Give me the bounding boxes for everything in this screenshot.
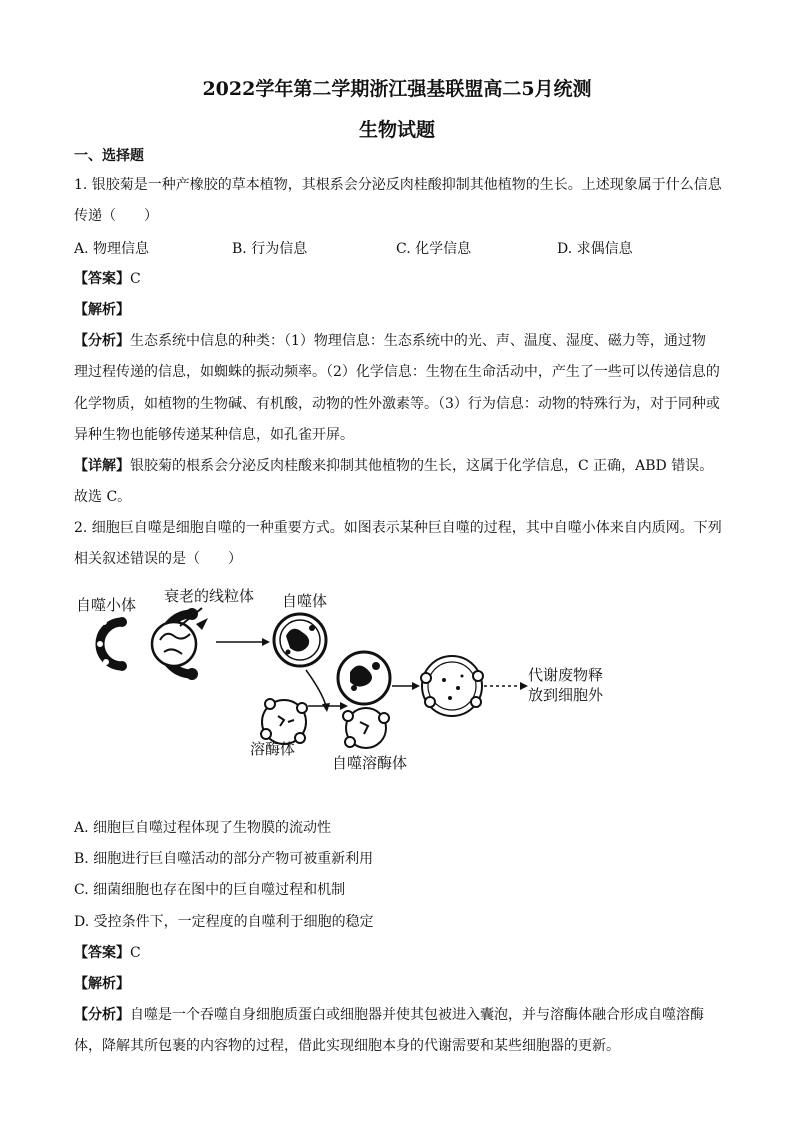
q1-option-b: B. 行为信息 [232,241,308,257]
arrow-1-head [262,638,270,646]
engulfing-shape [152,608,208,680]
label-release-line2: 放到细胞外 [528,686,604,704]
label-autolysosome: 自噬溶酶体 [332,754,408,772]
q1-fenxi-line2: 理过程传递的信息，如蜘蛛的振动频率。（2）化学信息：生物在生命活动中，产生了一些可以传递信息的 [74,364,720,380]
q2-fenxi-text1: 自噬是一个吞噬自身细胞质蛋白或细胞器并使其包被进入囊泡，并与溶酶体融合形成自噬溶酶 [130,1007,704,1023]
arrow-3-head [340,702,348,710]
q1-fenxi-text1: 生态系统中信息的种类：（1）物理信息：生态系统中的光、声、温度、湿度、磁力等，通过物 [130,333,706,349]
q2-option-c: C. 细菌细胞也存在图中的巨自噬过程和机制 [74,882,346,898]
fusing-autophagosome-shape [338,652,390,704]
section-heading: 一、选择题 [74,148,144,164]
q2-answer-tag: 【答案】 [74,945,130,961]
q1-answer [74,269,734,289]
q1-analysis-tag: 【解析】 [74,302,130,318]
q2-option-b: B. 细胞进行巨自噬活动的部分产物可被重新利用 [74,851,374,867]
autophagosome-shape [274,614,326,666]
arrow-5-head [520,682,528,690]
q1-option-a: A. 物理信息 [74,241,150,257]
label-mitochondria: 衰老的线粒体 [164,587,255,605]
q1-fenxi-line1 [74,331,734,351]
arrow-2-head [322,703,330,712]
q2-stem-line2: 相关叙述错误的是（ ） [74,551,242,567]
q2-fenxi-line1 [74,1005,734,1025]
arrow-2 [306,670,326,706]
autophagy-figure [74,582,634,774]
q1-option-d: D. 求偶信息 [557,241,633,257]
q1-fenxi-line3: 化学物质，如植物的生物碱、有机酸，动物的性外激素等。（3）行为信息：动物的特殊行为，对于同种或 [74,396,720,412]
q1-stem-line2: 传递（ ） [74,208,158,224]
q1-stem-line1: 1. 银胶菊是一种产橡胶的草本植物，其根系会分泌反肉桂酸抑制其他植物的生长。上述现象属于什么信息 [74,177,722,193]
q2-stem-line1: 2. 细胞巨自噬是细胞自噬的一种重要方式。如图表示某种巨自噬的过程，其中自噬小体来自内质网。下列 [74,520,722,536]
q1-xiangjie-line1 [74,456,734,476]
isolation-membrane-shape [97,617,127,671]
q2-answer [74,943,734,963]
q2-answer-value: C [130,945,141,961]
label-release-line1: 代谢废物释 [528,666,604,684]
q2-fenxi-tag: 【分析】 [74,1007,130,1023]
label-lysosome: 溶酶体 [250,740,296,758]
q1-xiangjie-line2: 故选 C。 [74,489,132,505]
q2-analysis-tag: 【解析】 [74,976,130,992]
page-title: 2022学年第二学期浙江强基联盟高二5月统测 [202,78,592,100]
q2-option-d: D. 受控条件下，一定程度的自噬利于细胞的稳定 [74,914,374,930]
q1-xiangjie-tag: 【详解】 [74,458,130,474]
label-autophagosome-small: 自噬小体 [76,596,137,614]
q1-fenxi-tag: 【分析】 [74,333,130,349]
q1-option-c: C. 化学信息 [396,241,472,257]
q1-answer-value: C [130,271,141,287]
arrow-4-head [412,682,420,690]
q2-fenxi-line2: 体，降解其所包裹的内容物的过程，借此实现细胞本身的代谢需要和某些细胞器的更新。 [74,1038,620,1054]
degradation-shape [421,656,483,716]
q2-option-a: A. 细胞巨自噬过程体现了生物膜的流动性 [74,820,332,836]
q1-fenxi-line4: 异种生物也能够传递某种信息，如孔雀开屏。 [74,427,354,443]
q1-xiangjie-text1: 银胶菊的根系会分泌反肉桂酸来抑制其他植物的生长，这属于化学信息，C 正确，ABD 错误。 [130,458,714,474]
page-subtitle: 生物试题 [358,119,435,141]
autolysosome-shape [343,708,389,748]
q1-answer-tag: 【答案】 [74,271,130,287]
label-autophagosome: 自噬体 [282,592,328,610]
